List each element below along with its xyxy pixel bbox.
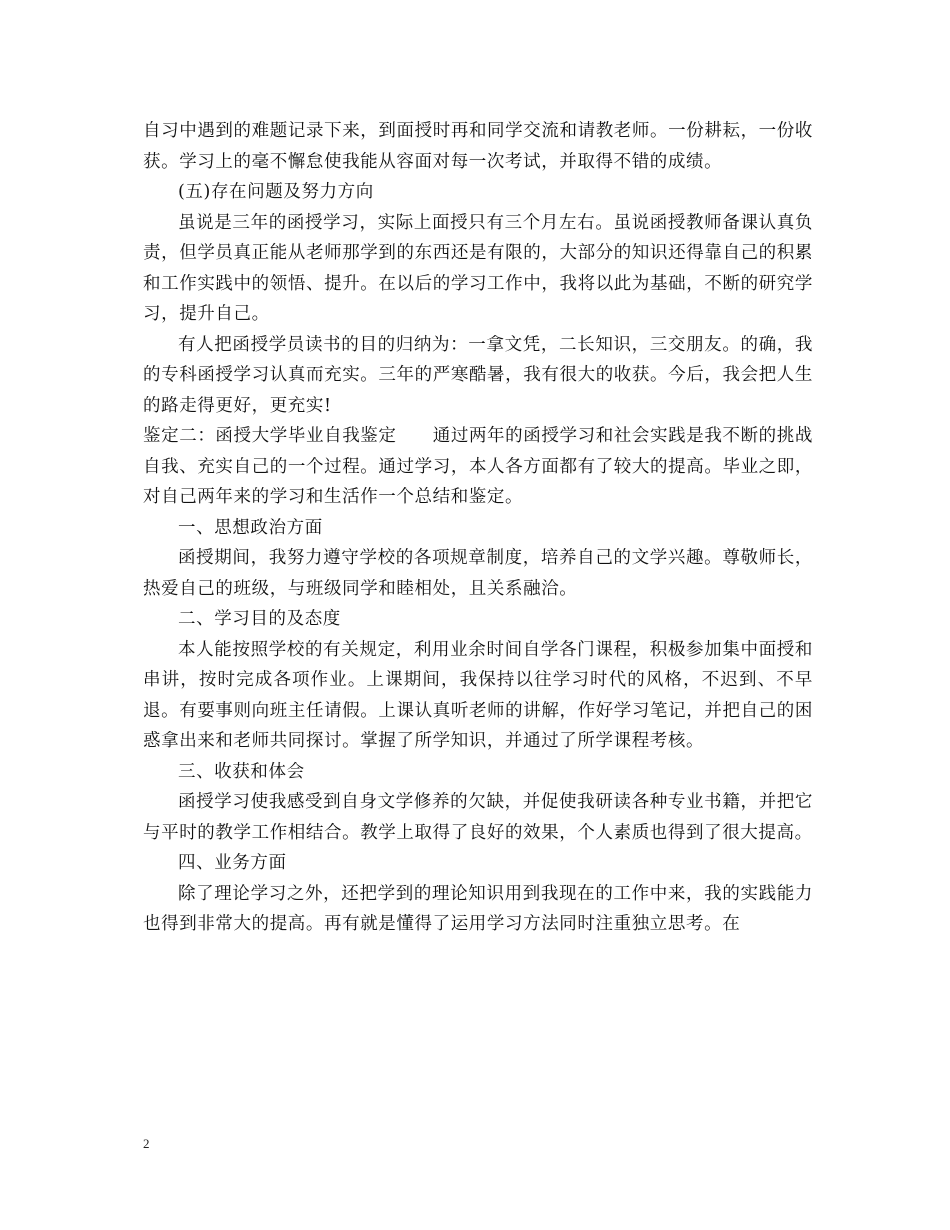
- paragraph-distance-learning: 虽说是三年的函授学习，实际上面授只有三个月左右。虽说函授教师备课认真负责，但学员真正能从老师那学到的东西还是有限的，大部分的知识还得靠自己的积累和工作实践中的领悟、提升。在以后的学习工作中，我将以此为基础，不断的研究学习，提升自己。: [143, 212, 813, 324]
- section-heading-gains: 三、收获和体会: [178, 761, 305, 782]
- paragraph-business: 除了理论学习之外，还把学到的理论知识用到我现在的工作中来，我的实践能力也得到非常大的提高。再有就是懂得了运用学习方法同时注重独立思考。在: [143, 883, 813, 934]
- paragraph-purpose: 有人把函授学员读书的目的归纳为：一拿文凭，二长知识，三交朋友。的确，我的专科函授学习认真而充实。三年的严寒酷暑，我有很大的收获。今后，我会把人生的路走得更好，更充实!: [143, 334, 813, 416]
- paragraph-gains: 函授学习使我感受到自身文学修养的欠缺，并促使我研读各种专业书籍，并把它与平时的教学工作相结合。教学上取得了良好的效果，个人素质也得到了很大提高。: [143, 792, 813, 843]
- paragraph-appraisal-two: 鉴定二：函授大学毕业自我鉴定 通过两年的函授学习和社会实践是我不断的挑战自我、充实自己的一个过程。通过学习，本人各方面都有了较大的提高。毕业之即，对自己两年来的学习和生活作一个总结和鉴定。: [143, 426, 813, 507]
- paragraph-political: 函授期间，我努力遵守学校的各项规章制度，培养自己的文学兴趣。尊敬师长，热爱自己的班级，与班级同学和睦相处，且关系融洽。: [143, 548, 813, 599]
- page-number: 2: [143, 1136, 150, 1151]
- paragraph-study-attitude: 本人能按照学校的有关规定，利用业余时间自学各门课程，积极参加集中面授和串讲，按时完成各项作业。上课期间，我保持以往学习时代的风格，不迟到、不早退。有要事则向班主任请假。上课认真听老师的讲解，作好学习笔记，并把自己的困惑拿出来和老师共同探讨。掌握了所学知识，并通过了所学课程考核。: [143, 639, 813, 751]
- section-heading-study-attitude: 二、学习目的及态度: [178, 609, 341, 629]
- section-heading-political: 一、思想政治方面: [178, 517, 323, 538]
- document-body: [143, 116, 813, 940]
- paragraph-continuation: 自习中遇到的难题记录下来，到面授时再和同学交流和请教老师。一份耕耘，一份收获。学习上的毫不懈怠使我能从容面对每一次考试，并取得不错的成绩。: [143, 121, 813, 172]
- section-heading-problems: (五)存在问题及努力方向: [178, 182, 374, 202]
- section-heading-business: 四、业务方面: [178, 853, 287, 873]
